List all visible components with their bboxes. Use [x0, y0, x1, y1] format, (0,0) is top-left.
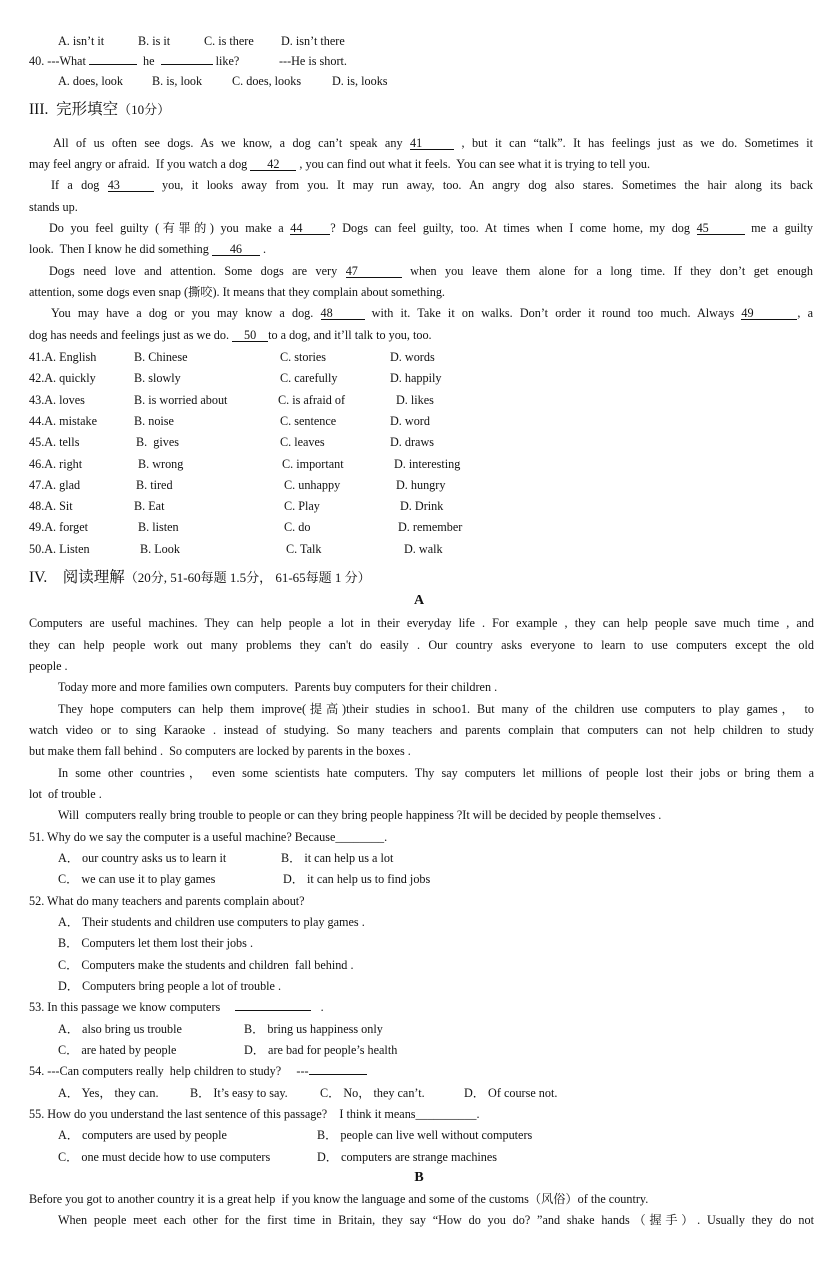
cloze-option: 47.A. glad — [29, 477, 81, 492]
q54-option-c: C． No， they can’t. — [320, 1086, 425, 1100]
q53-option-b: B． bring us happiness only — [244, 1022, 383, 1036]
cloze-option: B. tired — [136, 477, 173, 492]
q40-option-c: C. does, looks — [232, 74, 302, 88]
passage-b-line: When people meet each other for the first time in Britain, they say “How do you do? ”and shake hands（握手）. Usually they do not — [58, 1213, 814, 1227]
q51-option-b: B． it can help us a lot — [281, 851, 394, 865]
q51-option-d: D． it can help us to find jobs — [283, 872, 431, 886]
cloze-option: C. leaves — [280, 435, 325, 450]
cloze-option: B. noise — [134, 413, 174, 428]
cloze-line: may feel angry or afraid. If you watch a dog 42 , you can find out what it feels. You can see what it is trying to tell you. — [29, 157, 651, 171]
cloze-option: C. important — [282, 456, 344, 471]
cloze-option: 49.A. forget — [29, 520, 89, 535]
question-51: 51. Why do we say the computer is a useful machine? Because________. — [29, 830, 388, 844]
cloze-option: C. is afraid of — [278, 392, 346, 407]
cloze-option: 42.A. quickly — [29, 371, 96, 386]
q55-option-a: A． computers are used by people — [58, 1128, 227, 1142]
passage-a-line: Will computers really bring trouble to people or can they bring people happiness ?It will be decided by people themselves . — [58, 808, 662, 822]
q54-option-a: A． Yes， they can. — [58, 1086, 159, 1100]
cloze-option: C. Play — [284, 499, 320, 514]
cloze-option: B. listen — [138, 520, 179, 535]
cloze-option: 46.A. right — [29, 456, 83, 471]
cloze-option: 41.A. English — [29, 350, 97, 364]
cloze-option: D. hungry — [396, 477, 446, 492]
cloze-option: 48.A. Sit — [29, 499, 73, 514]
cloze-option: D. happily — [390, 371, 442, 386]
q39-option-c: C. is there — [204, 34, 254, 48]
cloze-line: look. Then I know he did something 46 . — [29, 242, 267, 256]
cloze-option: D. Drink — [400, 499, 444, 514]
q51-option-a: A． our country asks us to learn it — [58, 851, 227, 865]
cloze-line: If a dog 43 you, it looks away from you. It may run away, too. An angry dog also stares. Sometimes the hair along its back — [51, 178, 813, 192]
q54-option-b: B． It’s easy to say. — [190, 1086, 288, 1100]
q52-option-a: A． Their students and children use computers to play games . — [58, 915, 365, 929]
cloze-line: dog has needs and feelings just as we do. 50 to a dog, and it’ll talk to you, too. — [29, 328, 432, 342]
cloze-option: B. wrong — [138, 456, 184, 471]
passage-a-line: but make them fall behind . So computers are locked by parents in the boxes . — [29, 744, 411, 758]
passage-a-line: they can help people work out many problems they can't do easily . Our country asks everyone to learn to use computers except the old — [29, 638, 814, 652]
cloze-option: D. likes — [396, 392, 434, 407]
cloze-option: D. words — [390, 350, 435, 364]
cloze-option: B. slowly — [134, 371, 181, 386]
section-4-heading: IV. 阅读理解（20分, 51-60每题 1.5分， 61-65每题 1 分） — [29, 569, 371, 586]
cloze-option: C. carefully — [280, 371, 338, 386]
q53-option-a: A． also bring us trouble — [58, 1022, 182, 1036]
cloze-line: stands up. — [29, 200, 78, 214]
cloze-option: D. walk — [404, 541, 443, 556]
passage-b-label: B — [414, 1170, 424, 1185]
cloze-option: C. stories — [280, 350, 327, 364]
q40-option-a: A. does, look — [58, 74, 123, 88]
cloze-option: C. unhappy — [284, 477, 341, 492]
cloze-option: C. Talk — [286, 541, 322, 556]
passage-a-line: watch video or to sing Karaoke . instead of studying. So many teachers and parents complain that computers can not help children to study — [29, 723, 814, 737]
q53-option-c: C． are hated by people — [58, 1043, 177, 1057]
question-53: 53. In this passage we know computers . — [29, 1000, 324, 1014]
q40-option-d: D. is, looks — [332, 74, 388, 88]
cloze-line: All of us often see dogs. As we know, a dog can’t speak any 41 , but it can “talk”. It has feelings just as we do. Sometimes it — [53, 136, 814, 150]
passage-a-line: In some other countries， even some scientists hate computers. Thy say computers let millions of people lost their jobs or bring them a — [58, 766, 814, 780]
cloze-option: C. do — [284, 520, 311, 535]
section-3-heading: III. 完形填空（10分） — [29, 101, 171, 118]
cloze-option: D. word — [390, 413, 430, 428]
cloze-option: D. draws — [390, 435, 435, 450]
cloze-option: 45.A. tells — [29, 435, 80, 450]
q55-option-d: D． computers are strange machines — [317, 1150, 498, 1164]
cloze-option: C. sentence — [280, 413, 337, 428]
q53-option-d: D． are bad for people’s health — [244, 1043, 398, 1057]
q52-option-d: D． Computers bring people a lot of trouble . — [58, 979, 282, 993]
passage-a-line: people . — [29, 659, 68, 673]
q52-option-c: C． Computers make the students and children fall behind . — [58, 958, 354, 972]
cloze-option: B. is worried about — [134, 392, 228, 407]
passage-a-label: A — [413, 593, 425, 608]
cloze-line: Dogs need love and attention. Some dogs are very 47 when you leave them alone for a long time. If they don’t get enough — [49, 264, 813, 278]
passage-a-line: Computers are useful machines. They can help people a lot in their everyday life . For example , they can help people save much time , and — [29, 616, 814, 630]
q39-option-b: B. is it — [138, 34, 171, 48]
cloze-option: D. remember — [398, 520, 463, 535]
question-54: 54. ---Can computers really help children to study? --- — [29, 1064, 367, 1078]
q55-option-b: B． people can live well without computers — [317, 1128, 533, 1142]
cloze-option: B. Chinese — [134, 350, 188, 364]
q55-option-c: C． one must decide how to use computers — [58, 1150, 271, 1164]
q51-option-c: C． we can use it to play games — [58, 872, 216, 886]
cloze-line: You may have a dog or you may know a dog. 48 with it. Take it on walks. Don’t order it round too much. Always 49 , a — [51, 306, 814, 320]
cloze-option: 43.A. loves — [29, 392, 85, 407]
cloze-option: B. Look — [140, 541, 180, 556]
q39-option-a: A. isn’t it — [58, 34, 105, 48]
passage-a-line: Today more and more families own computers. Parents buy computers for their children . — [58, 680, 498, 694]
cloze-line: attention, some dogs even snap (撕咬). It means that they complain about something. — [29, 285, 445, 299]
passage-a-line: lot of trouble . — [29, 787, 102, 801]
q54-option-d: D． Of course not. — [464, 1086, 558, 1100]
q52-option-b: B． Computers let them lost their jobs . — [58, 936, 253, 950]
cloze-option: 50.A. Listen — [29, 541, 90, 556]
cloze-option: B. gives — [136, 435, 179, 450]
cloze-option: B. Eat — [134, 499, 165, 514]
q40-option-b: B. is, look — [152, 74, 203, 88]
passage-b-line: Before you got to another country it is a great help if you know the language and some of the customs（风俗）of the country. — [29, 1192, 649, 1206]
question-55: 55. How do you understand the last sentence of this passage? I think it means__________. — [29, 1107, 480, 1121]
cloze-option: D. interesting — [394, 456, 461, 471]
cloze-line: Do you feel guilty (有罪的) you make a 44 ? Dogs can feel guilty, too. At times when I come home, my dog 45 me a guilty — [49, 221, 814, 235]
passage-a-line: They hope computers can help them improve(提高)their studies in schoo1. But many of the children use computers to play games， to — [58, 702, 814, 716]
cloze-option: 44.A. mistake — [29, 413, 98, 428]
q39-option-d: D. isn’t there — [281, 34, 345, 48]
question-52: 52. What do many teachers and parents complain about? — [29, 894, 305, 908]
question-40: 40. ---What he like? ---He is short. — [29, 54, 347, 68]
